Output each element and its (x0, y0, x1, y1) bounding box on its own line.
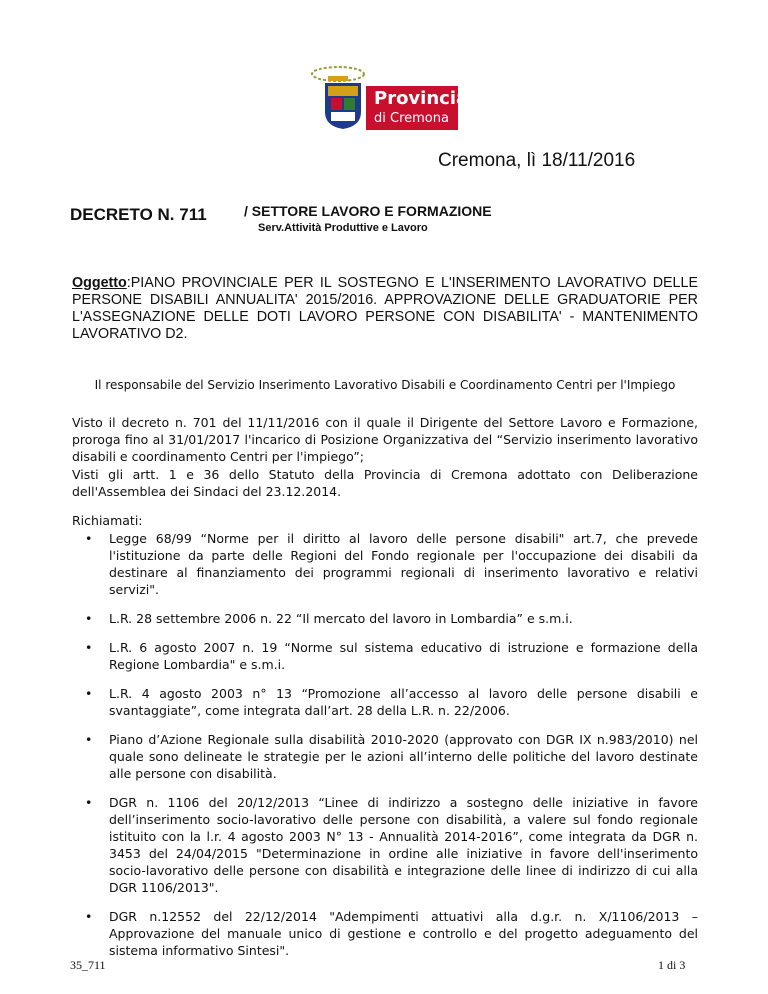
page-number: 1 di 3 (658, 958, 686, 972)
list-item (72, 639, 698, 673)
crest-icon (324, 82, 362, 130)
list-item (72, 530, 698, 598)
logo-line1: Provincia (374, 88, 469, 109)
decree-number: DECRETO N. 711 (70, 205, 207, 224)
bullet: • (85, 531, 93, 546)
list-item (72, 731, 698, 782)
bullet: • (85, 611, 93, 626)
subject-label: Oggetto (72, 275, 127, 291)
decree-service: Serv.Attività Produttive e Lavoro (258, 222, 428, 234)
list-item (72, 610, 698, 627)
wreath-icon (310, 64, 366, 82)
paragraph-recalled: Richiamati: (72, 513, 143, 528)
provincia-logo (304, 64, 469, 136)
bullet: • (85, 686, 93, 701)
place-date: Cremona, lì 18/11/2016 (438, 150, 636, 171)
list-item-text: Legge 68/99 “Norme per il diritto al lavoro delle persone disabili" art.7, che prevede l'istituzione da parte delle Regioni del Fondo regionale per l'occupazione dei disabili da destinare al finanziamento dei programmi regionali di inserimento lavorativo e relativi servizi". (109, 531, 698, 597)
list-item-text: L.R. 4 agosto 2003 n° 13 “Promozione all’accesso al lavoro delle persone disabili e svantaggiate”, come integrata dall’art. 28 della L.R. n. 22/2006. (109, 686, 698, 718)
footer-code: 35_711 (70, 958, 106, 972)
list-item-text: L.R. 6 agosto 2007 n. 19 “Norme sul sistema educativo di istruzione e formazione della Regione Lombardia" e s.m.i. (109, 640, 698, 672)
list-item (72, 908, 698, 959)
list-item-text: Piano d’Azione Regionale sulla disabilità 2010-2020 (approvato con DGR IX n.983/2010) nel quale sono delineate le strategie per le azioni all’interno delle politiche del lavoro destinate alle persone con disabilità. (109, 732, 698, 781)
bullet: • (85, 640, 93, 655)
logo-line2: di Cremona (374, 111, 449, 126)
list-item-text: L.R. 28 settembre 2006 n. 22 “Il mercato del lavoro in Lombardia” e s.m.i. (109, 611, 573, 626)
list-item (72, 794, 698, 896)
references-list (72, 530, 698, 971)
subject (72, 275, 698, 343)
responsible-heading: Il responsabile del Servizio Inserimento Lavorativo Disabili e Coordinamento Centri per l'Impiego (94, 378, 676, 392)
bullet: • (85, 795, 93, 810)
logo-wordmark (366, 86, 469, 130)
list-item (72, 685, 698, 719)
paragraph-decree: Visto il decreto n. 701 del 11/11/2016 con il quale il Dirigente del Settore Lavoro e Formazione, proroga fino al 31/01/2017 l'incarico di Posizione Organizzativa del “Servizio inserimento lavorativo disabili e coordinamento Centri per l'impiego”; (72, 415, 698, 464)
bullet: • (85, 909, 93, 924)
subject-text: :PIANO PROVINCIALE PER IL SOSTEGNO E L'INSERIMENTO LAVORATIVO DELLE PERSONE DISABILI ANNUALITA' 2015/2016. APPROVAZIONE DELLE GRADUATORIE PER L'ASSEGNAZIONE DELLE DOTI LAVORO PERSONE CON DISABILITA' - MANTENIMENTO LAVORATIVO D2. (72, 275, 698, 342)
list-item-text: DGR n. 1106 del 20/12/2013 “Linee di indirizzo a sostegno delle iniziative in favore dell’inserimento socio-lavorativo delle persone con disabilità, a valere sul fondo regionale istituito con la l.r. 4 agosto 2003 N° 13 - Annualità 2014-2016”, come integrata da DGR n. 3453 del 24/04/2015 "Determinazione in ordine alle iniziative in favore dell'inserimento socio-lavorativo delle persone con disabilità e integrazione delle linee di indirizzo di cui alla DGR 1106/2013". (109, 795, 698, 895)
decree-sector: / SETTORE LAVORO E FORMAZIONE (244, 203, 492, 219)
paragraph-statute: Visti gli artt. 1 e 36 dello Statuto della Provincia di Cremona adottato con Deliberazione dell'Assemblea dei Sindaci del 23.12.2014. (72, 467, 698, 499)
bullet: • (85, 732, 93, 747)
list-item-text: DGR n.12552 del 22/12/2014 "Adempimenti attuativi alla d.g.r. n. X/1106/2013 – Approvazione del manuale unico di gestione e controllo e del progetto adeguamento del sistema informativo Sintesi". (109, 909, 698, 958)
